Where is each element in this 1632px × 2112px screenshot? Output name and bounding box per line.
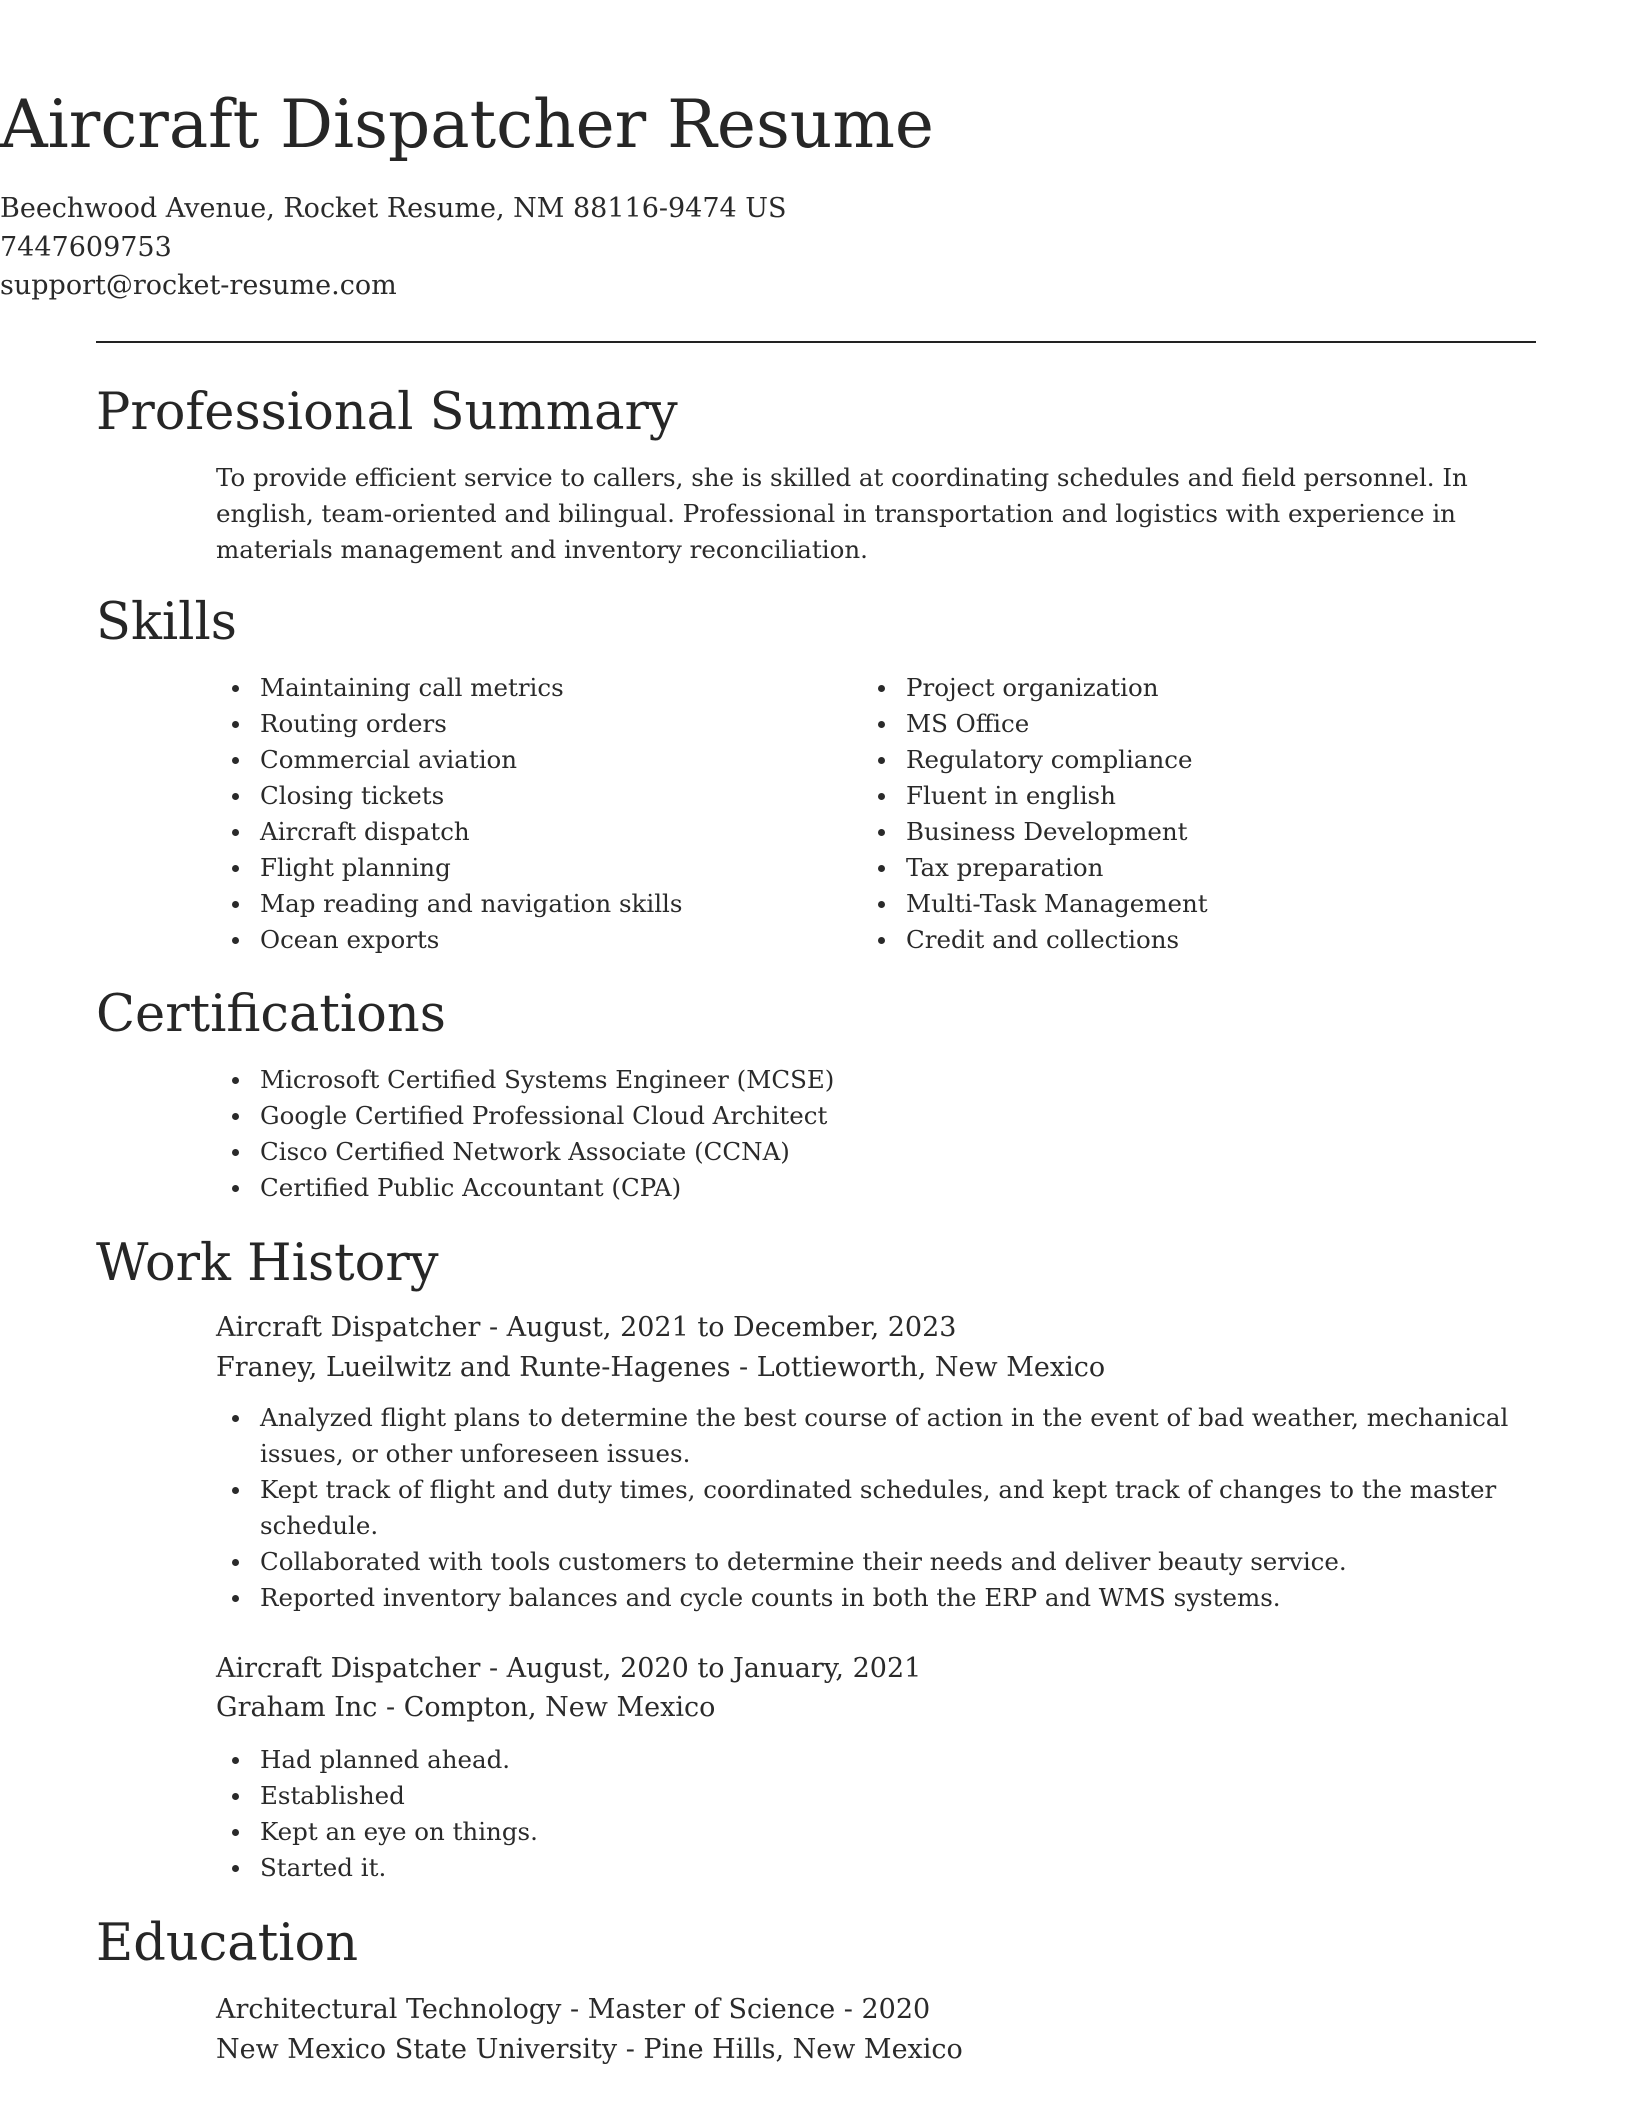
- list-item: Ocean exports: [216, 922, 816, 958]
- list-item: Flight planning: [216, 850, 816, 886]
- list-item: Maintaining call metrics: [216, 670, 816, 706]
- list-item: Kept track of flight and duty times, coordinated schedules, and kept track of changes to the master schedule.: [216, 1472, 1536, 1544]
- list-item: Business Development: [862, 814, 1502, 850]
- list-item: Had planned ahead.: [216, 1742, 1536, 1778]
- summary-heading: Professional Summary: [96, 383, 678, 442]
- job-title-dates: Aircraft Dispatcher - August, 2020 to January, 2021: [216, 1653, 922, 1684]
- list-item: Regulatory compliance: [862, 742, 1502, 778]
- header-divider: [96, 341, 1536, 343]
- list-item: Microsoft Certified Systems Engineer (MCSE): [216, 1062, 1516, 1098]
- skills-list-left: [216, 670, 816, 958]
- list-item: Credit and collections: [862, 922, 1502, 958]
- list-item: Routing orders: [216, 706, 816, 742]
- summary-text: To provide efficient service to callers, she is skilled at coordinating schedules and field personnel. In english, team-oriented and bilingual. Professional in transportation and logistics with experience in materials management and inventory reconciliation.: [216, 463, 1468, 564]
- list-item: Aircraft dispatch: [216, 814, 816, 850]
- contact-phone: 7447609753: [0, 232, 172, 263]
- job-bullets: [216, 1400, 1536, 1616]
- list-item: Fluent in english: [862, 778, 1502, 814]
- list-item: Kept an eye on things.: [216, 1814, 1536, 1850]
- education-degree: Architectural Technology - Master of Science - 2020: [216, 1994, 931, 2025]
- list-item: Commercial aviation: [216, 742, 816, 778]
- list-item: Cisco Certified Network Associate (CCNA): [216, 1134, 1516, 1170]
- job-bullets: [216, 1742, 1536, 1886]
- contact-address: Beechwood Avenue, Rocket Resume, NM 88116-9474 US: [0, 193, 787, 224]
- list-item: Project organization: [862, 670, 1502, 706]
- list-item: Established: [216, 1778, 1536, 1814]
- job-employer-location: Graham Inc - Compton, New Mexico: [216, 1692, 716, 1723]
- list-item: Closing tickets: [216, 778, 816, 814]
- list-item: Multi-Task Management: [862, 886, 1502, 922]
- contact-email: support@rocket-resume.com: [0, 270, 397, 301]
- work-history-heading: Work History: [96, 1234, 439, 1293]
- list-item: Certified Public Accountant (CPA): [216, 1170, 1516, 1206]
- list-item: Tax preparation: [862, 850, 1502, 886]
- skills-heading: Skills: [96, 593, 237, 652]
- resume-title: Aircraft Dispatcher Resume: [0, 86, 934, 163]
- certifications-list: [216, 1062, 1516, 1206]
- education-school: New Mexico State University - Pine Hills, New Mexico: [216, 2034, 963, 2065]
- list-item: Analyzed flight plans to determine the best course of action in the event of bad weather, mechanical issues, or other unforeseen issues.: [216, 1400, 1536, 1472]
- list-item: Started it.: [216, 1850, 1536, 1886]
- list-item: MS Office: [862, 706, 1502, 742]
- list-item: Google Certified Professional Cloud Architect: [216, 1098, 1516, 1134]
- certifications-heading: Certifications: [96, 985, 446, 1044]
- job-employer-location: Franey, Lueilwitz and Runte-Hagenes - Lottieworth, New Mexico: [216, 1352, 1106, 1383]
- education-heading: Education: [96, 1914, 359, 1973]
- skills-list-right: [862, 670, 1502, 958]
- list-item: Collaborated with tools customers to determine their needs and deliver beauty service.: [216, 1544, 1536, 1580]
- job-title-dates: Aircraft Dispatcher - August, 2021 to December, 2023: [216, 1312, 957, 1343]
- list-item: Reported inventory balances and cycle counts in both the ERP and WMS systems.: [216, 1580, 1536, 1616]
- list-item: Map reading and navigation skills: [216, 886, 816, 922]
